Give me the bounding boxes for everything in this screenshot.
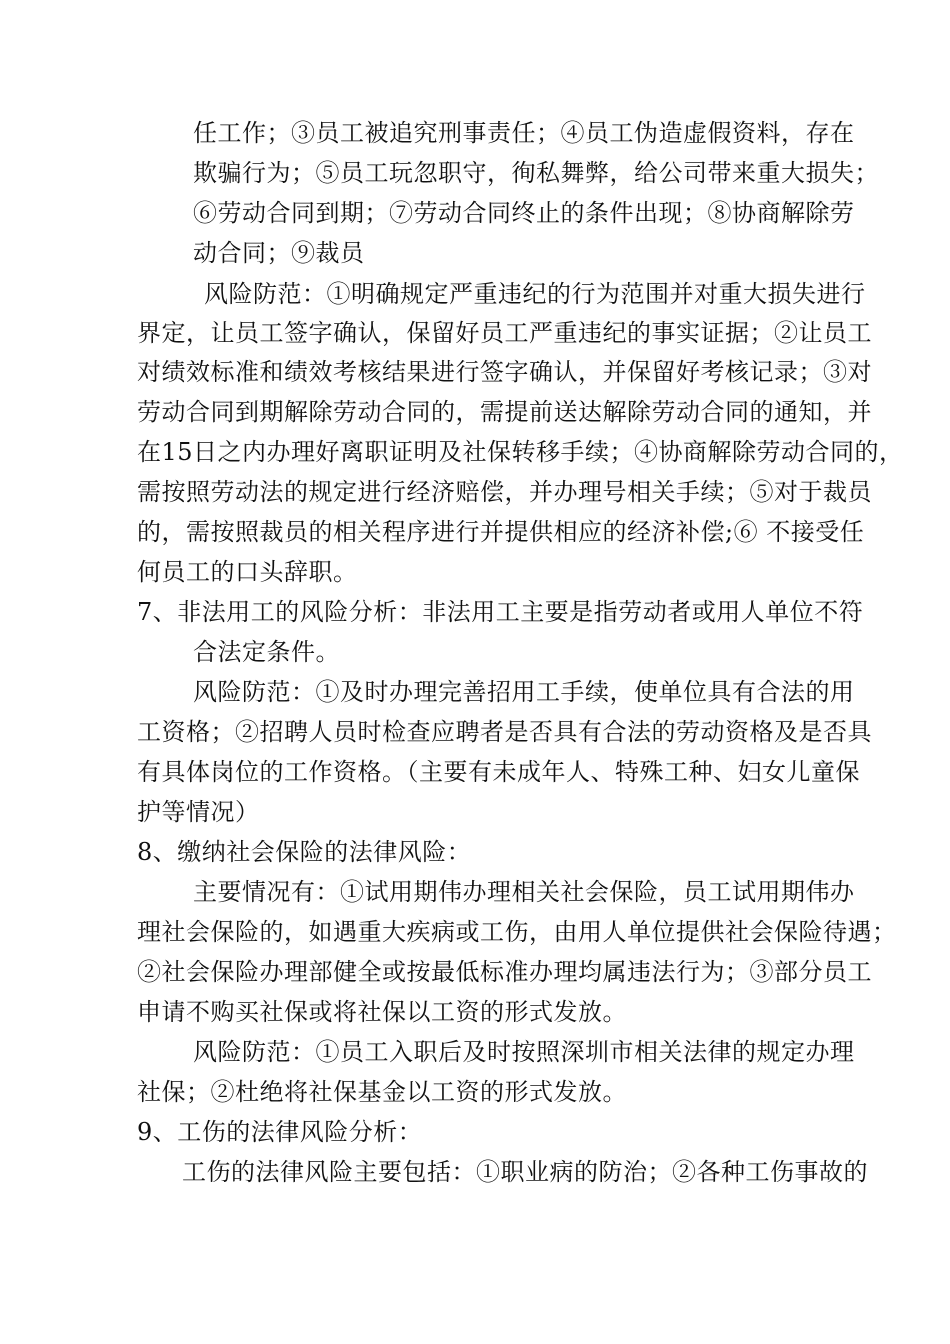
- text-line: 理社会保险的，如遇重大疾病或工伤，由用人单位提供社会保险待遇；: [137, 918, 897, 946]
- text-line: 界定，让员工签字确认，保留好员工严重违纪的事实证据；②让员工: [137, 319, 872, 347]
- text-line: 有具体岗位的工作资格。（主要有未成年人、特殊工种、妇女儿童保: [137, 758, 860, 786]
- text-line: 社保；②杜绝将社保基金以工资的形式发放。: [137, 1078, 627, 1106]
- text-line: 对绩效标准和绩效考核结果进行签字确认，并保留好考核记录；③对: [137, 358, 872, 386]
- text-line: 工伤的法律风险主要包括：①职业病的防治；②各种工伤事故的: [182, 1158, 868, 1186]
- section-heading: 8、缴纳社会保险的法律风险：: [137, 838, 472, 866]
- text-line: 工资格；②招聘人员时检查应聘者是否具有合法的劳动资格及是否具: [137, 718, 872, 746]
- text-line: ⑥劳动合同到期；⑦劳动合同终止的条件出现；⑧协商解除劳: [193, 199, 855, 227]
- section-heading: 9、工伤的法律风险分析：: [137, 1118, 423, 1146]
- text-line: 申请不购买社保或将社保以工资的形式发放。: [137, 998, 627, 1026]
- text-line: 风险防范：①明确规定严重违纪的行为范围并对重大损失进行: [204, 280, 866, 308]
- text-line: 合法定条件。: [193, 638, 340, 666]
- text-line: 何员工的口头辞职。: [137, 558, 358, 586]
- text-line: 任工作；③员工被追究刑事责任；④员工伪造虚假资料，存在: [193, 119, 855, 147]
- section-heading: 7、非法用工的风险分析：非法用工主要是指劳动者或用人单位不符: [137, 598, 864, 626]
- text-line: 的，需按照裁员的相关程序进行并提供相应的经济补偿;⑥ 不接受任: [137, 518, 865, 546]
- text-line: 风险防范：①员工入职后及时按照深圳市相关法律的规定办理: [193, 1038, 855, 1066]
- text-line: 护等情况）: [137, 798, 260, 826]
- text-line: 动合同；⑨裁员: [193, 239, 365, 267]
- text-line: 欺骗行为；⑤员工玩忽职守，徇私舞弊，给公司带来重大损失；: [193, 159, 879, 187]
- text-line: 风险防范：①及时办理完善招用工手续，使单位具有合法的用: [193, 678, 855, 706]
- text-line: 主要情况有：①试用期伟办理相关社会保险，员工试用期伟办: [193, 878, 855, 906]
- text-line: 需按照劳动法的规定进行经济赔偿，并办理号相关手续；⑤对于裁员: [137, 478, 872, 506]
- text-line: 劳动合同到期解除劳动合同的，需提前送达解除劳动合同的通知，并: [137, 398, 872, 426]
- text-line: 在15日之内办理好离职证明及社保转移手续；④协商解除劳动合同的，: [137, 438, 904, 466]
- text-line: ②社会保险办理部健全或按最低标准办理均属违法行为；③部分员工: [137, 958, 872, 986]
